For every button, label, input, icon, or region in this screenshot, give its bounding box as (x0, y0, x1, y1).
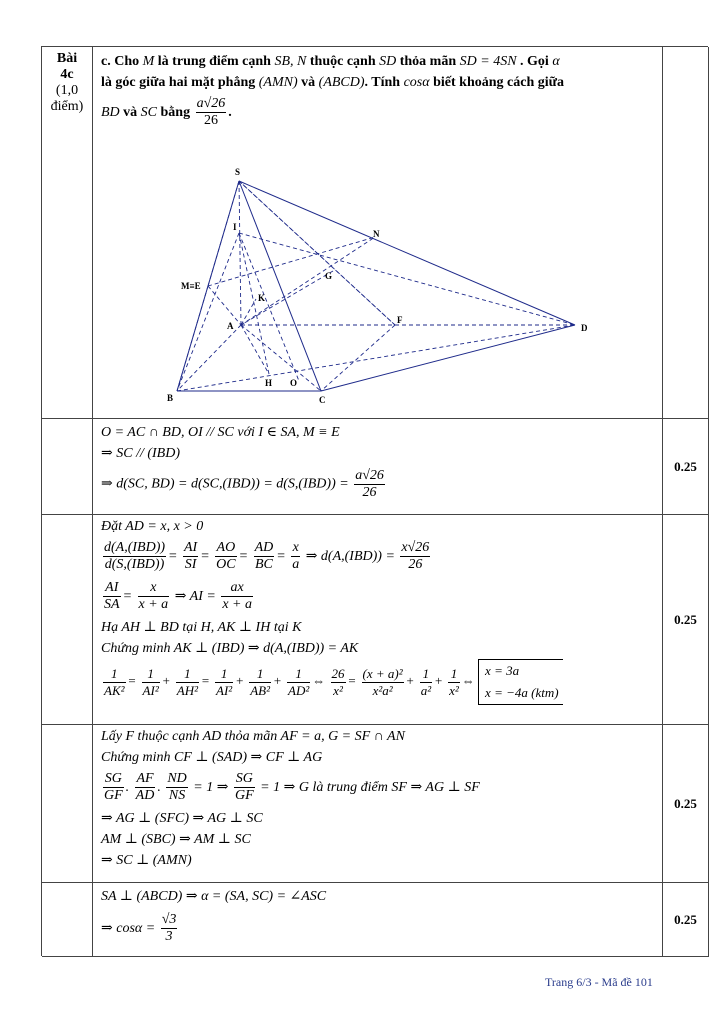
blank-cell (42, 419, 93, 515)
score-cell-header (663, 47, 709, 419)
step-4-cell (93, 883, 663, 957)
step3-line-6: ⇒ SC ⊥ (AMN) (101, 853, 192, 868)
step2-line-4: Hạ AH ⊥ BD tại H, AK ⊥ IH tại K (101, 620, 302, 635)
step2-line-5: Chứng minh AK ⊥ (IBD) ⇒ d(A,(IBD)) = AK (101, 641, 359, 656)
label-F: F (397, 315, 403, 325)
label-ME: M≡E (181, 281, 201, 291)
label-C: C (319, 395, 326, 405)
problem-header-cell (42, 47, 93, 419)
label-B: B (167, 393, 174, 403)
problem-line-1: c. Cho M là trung điểm cạnh SB, N thuộc cạnh SD thỏa mãn SD = 4SN . Gọi α (101, 54, 560, 69)
step-1-cell (93, 419, 663, 515)
step2-line-1: Đặt AD = x, x > 0 (101, 519, 204, 534)
label-G: G (325, 271, 333, 281)
step2-equation-line: $\frac{1}{\text{AK²}}$ = $\frac{1}{\text{AI²}}$ + $\frac{1}{\text{AH²}}$ = $\frac{1}{\text{AI²}}$ + $\frac{1}{\text{AB²}}$ + $\frac{1}{\text{AD²}}$ ⇔ $\frac{26}{\text{x²}}$ = $\frac{\text{(x + a)²}}{\text{x²a²}}$ + $\frac{1}{\text{a²}}$ + $\frac{1}{\text{x²}}$ ⇔ x = 3a x = −4a (ktm) (101, 659, 654, 705)
points-label: (1,0 (55, 83, 79, 98)
label-S: S (235, 167, 241, 177)
label-H: H (265, 378, 273, 388)
step1-line-1: O = AC ∩ BD, OI // SC với I ∈ SA, M ≡ E (101, 425, 340, 440)
problem-line-2: là góc giữa hai mặt phẳng (AMN) và (ABCD). Tính cosα biết khoảng cách giữa (101, 75, 565, 90)
pyramid-figure (93, 165, 663, 415)
step4-line-1: SA ⊥ (ABCD) ⇒ α = (SA, SC) = ∠ASC (101, 889, 327, 904)
blank-cell (42, 883, 93, 957)
points-unit: điểm) (50, 99, 84, 114)
label-N: N (373, 229, 380, 239)
label-D: D (581, 323, 588, 333)
step2-ratio-line: $\frac{\text{d(A,(IBD))}}{\text{d(S,(IBD))}}$ = $\frac{AI}{SI}$ = $\frac{AO}{OC}$ = $\frac{AD}{BC}$ = $\frac{x}{a}$ ⇒ d(A,(IBD)) = $\frac{x√26}{26}$ (104, 540, 430, 573)
step3-line-2: Chứng minh CF ⊥ (SAD) ⇒ CF ⊥ AG (101, 750, 323, 765)
solution-brace: x = 3a x = −4a (ktm) (478, 659, 563, 705)
step-4-score: 0.25 (663, 883, 709, 957)
step2-ai-line: $\frac{AI}{SA}$ = $\frac{x}{x + a}$ ⇒ AI = $\frac{ax}{x + a}$ (104, 580, 252, 613)
blank-cell (42, 515, 93, 725)
problem-statement-cell (93, 47, 663, 419)
problem-line-3: BD và SC bằng $\frac{a√26}{26}$ . (101, 96, 232, 129)
label-I: I (233, 222, 237, 232)
step-2-score: 0.25 (663, 515, 709, 725)
label-K: K (258, 293, 266, 303)
step3-line-1: Lấy F thuộc cạnh AD thỏa mãn AF = a, G = SF ∩ AN (101, 729, 405, 744)
step1-line-2: ⇒ SC // (IBD) (101, 446, 180, 461)
step3-ratio-line: $\frac{SG}{GF}$ . $\frac{AF}{AD}$ . $\frac{ND}{NS}$ = 1 ⇒ $\frac{SG}{GF}$ = 1 ⇒ G là trung điểm SF ⇒ AG ⊥ SF (104, 771, 480, 804)
step1-line-3: ⇒ d(SC, BD) = d(SC,(IBD)) = d(S,(IBD)) = $\frac{a√26}{26}$ (101, 468, 384, 500)
page-footer: Trang 6/3 - Mã đề 101 (545, 975, 653, 989)
step-3-cell (93, 725, 663, 883)
step3-line-4: ⇒ AG ⊥ (SFC) ⇒ AG ⊥ SC (101, 811, 263, 826)
step-3-score: 0.25 (663, 725, 709, 883)
step3-line-5: AM ⊥ (SBC) ⇒ AM ⊥ SC (101, 832, 251, 847)
step-1-score: 0.25 (663, 419, 709, 515)
answer-table (41, 46, 708, 956)
label-O: O (290, 378, 298, 388)
bai-number: 4c (60, 67, 74, 82)
blank-cell (42, 725, 93, 883)
bai-label: Bài (56, 51, 78, 66)
step4-line-2: ⇒ cosα = $\frac{√3}{3}$ (101, 912, 177, 945)
label-A: A (227, 321, 234, 331)
step-2-cell (93, 515, 663, 725)
